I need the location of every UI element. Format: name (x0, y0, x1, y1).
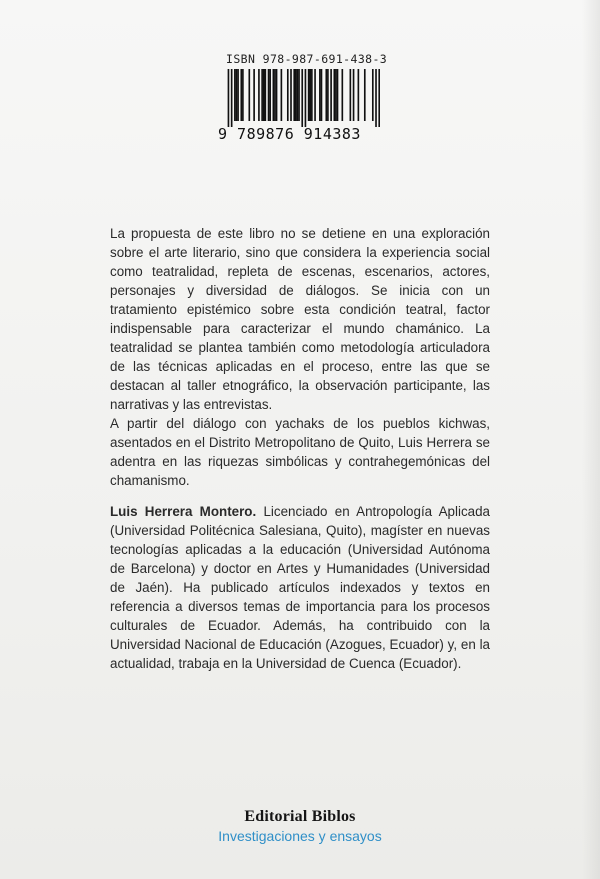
barcode-bar (314, 69, 316, 121)
barcode-bar (298, 69, 300, 121)
barcode-bar (358, 69, 360, 121)
barcode-bar (231, 69, 233, 127)
barcode-bar (364, 69, 366, 121)
barcode-bar (287, 69, 289, 121)
barcode-bar (276, 69, 278, 121)
synopsis-text (110, 224, 490, 673)
barcode-block (218, 52, 388, 143)
barcode-bar (321, 69, 323, 121)
publisher-name: Editorial Biblos (244, 808, 356, 825)
barcode-bar (261, 69, 263, 121)
barcode-bar (242, 69, 244, 121)
barcode-bar (290, 69, 292, 121)
barcode-bar (327, 69, 329, 121)
barcode-bar (378, 69, 380, 127)
barcode-bar (258, 69, 260, 121)
barcode-bar (263, 69, 265, 121)
barcode-bar (308, 69, 310, 121)
barcode-bar (253, 69, 255, 121)
barcode-bar (273, 69, 275, 121)
barcode-bar (350, 69, 352, 121)
barcode-bar (375, 69, 377, 127)
barcode-bar (330, 69, 332, 121)
barcode-bar (281, 69, 283, 121)
author-bio (110, 502, 490, 673)
barcode-digits: 9 789876 914383 (218, 125, 361, 143)
barcode-bar (309, 69, 311, 121)
collection-name: Investigaciones y ensayos (218, 828, 382, 844)
author-bio-text: Licenciado en Antropología Aplicada (Universidad Politécnica Salesiana, Quito), magíster en nuevas tecnologías aplicadas a la educación (Universidad Autónoma de Barcelona) y doctor en Artes y Humanidades (Universidad de Jaén). Ha publicado artículos indexados y textos en referencia a diversos temas de importancia para los procesos culturales de Ecuador. Además, ha contribuido con la Universidad Nacional de Educación (Azogues, Ecuador) y, en la actualidad, trabaja en la Universidad de Cuenca (Ecuador). (110, 504, 490, 671)
barcode-bar (372, 69, 374, 121)
barcode-bar (274, 69, 276, 121)
barcode-bar (248, 69, 250, 121)
barcode-bar (301, 69, 303, 127)
barcode-bar (305, 69, 307, 127)
barcode-bar (240, 69, 242, 121)
publisher-block (0, 808, 600, 844)
barcode-bar (293, 69, 295, 121)
isbn-label: ISBN 978-987-691-438-3 (226, 52, 388, 66)
barcode-bar (342, 69, 344, 121)
barcode-bar (311, 69, 313, 121)
barcode-bar (319, 69, 321, 121)
barcode-bar (295, 69, 297, 121)
author-name: Luis Herrera Montero. (110, 504, 257, 519)
barcode-bar (337, 69, 339, 121)
synopsis-paragraph: A partir del diálogo con yachaks de los pueblos kichwas, asentados en el Distrito Metropolitano de Quito, Luis Herrera se adentra en las riquezas simbólicas y contrahegemónicas del chamanismo. (110, 416, 490, 488)
barcode-bar (297, 69, 299, 121)
barcode-bar (333, 69, 335, 121)
barcode-bar (265, 69, 267, 121)
synopsis-paragraph: La propuesta de este libro no se detiene en una exploración sobre el arte literario, sino que considera la experiencia social como teatralidad, repleta de escenas, escenarios, actores, personajes y diversidad de diálogos. Se inicia con un tratamiento epistémico sobre esta condición teatral, factor indispensable para caracterizar el mundo chamánico. La teatralidad se plantea también como metodología articuladora de las técnicas aplicadas en el proceso, entre las que se destacan al taller etnográfico, la observación participante, las narrativas y las entrevistas. (110, 226, 490, 412)
barcode-bar (325, 69, 327, 121)
barcode-bar (234, 69, 236, 121)
barcode-bar (237, 69, 239, 121)
barcode-bar (228, 69, 230, 127)
barcode-bar (268, 69, 270, 121)
barcode-bar (269, 69, 271, 121)
barcode-image (218, 69, 380, 127)
barcode-bar (236, 69, 238, 121)
barcode-bar (353, 69, 355, 121)
barcode-bar (335, 69, 337, 121)
